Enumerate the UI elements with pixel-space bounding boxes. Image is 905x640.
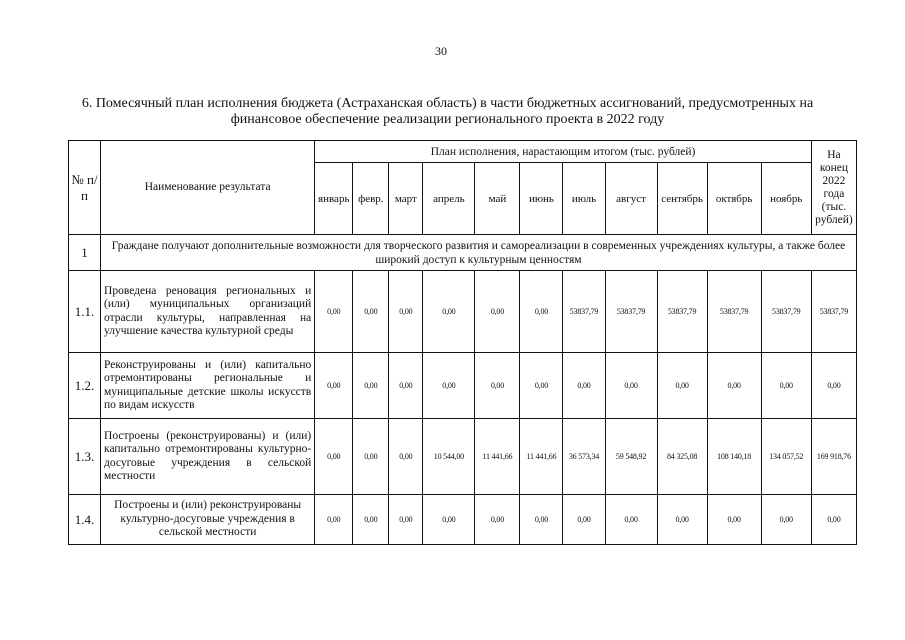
month-value: 0,00 bbox=[315, 353, 353, 419]
month-value: 0,00 bbox=[353, 419, 389, 495]
header-month: ноябрь bbox=[761, 163, 811, 235]
month-value: 0,00 bbox=[707, 495, 761, 545]
month-value: 0,00 bbox=[423, 353, 475, 419]
row-name: Проведена реновация региональных и (или) муниципальных организаций отрасли культуры, направленная на улучшение качества культурной среды bbox=[101, 271, 315, 353]
row-name: Реконструированы и (или) капитально отремонтированы региональные и муниципальные детские школы искусств по видам искусств bbox=[101, 353, 315, 419]
header-month: октябрь bbox=[707, 163, 761, 235]
month-value: 84 325,08 bbox=[657, 419, 707, 495]
month-value: 0,00 bbox=[520, 271, 563, 353]
month-value: 11 441,66 bbox=[520, 419, 563, 495]
month-value: 0,00 bbox=[563, 495, 605, 545]
month-value: 0,00 bbox=[520, 495, 563, 545]
table-row bbox=[69, 419, 857, 495]
month-value: 134 057,52 bbox=[761, 419, 811, 495]
end-of-year-value: 169 918,76 bbox=[811, 419, 856, 495]
header-month: август bbox=[605, 163, 657, 235]
header-name: Наименование результата bbox=[101, 141, 315, 235]
month-value: 53837,79 bbox=[761, 271, 811, 353]
month-value: 0,00 bbox=[389, 271, 423, 353]
row-num: 1.1. bbox=[69, 271, 101, 353]
month-value: 0,00 bbox=[353, 495, 389, 545]
section-heading: 6. Помесячный план исполнения бюджета (Астраханская область) в части бюджетных ассигнований, предусмотренных на финансовое обеспечение реализации регионального проекта в 2022 году bbox=[81, 96, 814, 127]
month-value: 0,00 bbox=[657, 495, 707, 545]
budget-table bbox=[68, 140, 857, 545]
header-plan: План исполнения, нарастающим итогом (тыс. рублей) bbox=[315, 141, 812, 163]
header-month: февр. bbox=[353, 163, 389, 235]
month-value: 0,00 bbox=[475, 495, 520, 545]
page-number: 30 bbox=[435, 44, 447, 58]
row-num: 1.4. bbox=[69, 495, 101, 545]
month-value: 0,00 bbox=[761, 353, 811, 419]
month-value: 0,00 bbox=[353, 271, 389, 353]
month-value: 0,00 bbox=[389, 495, 423, 545]
month-value: 36 573,34 bbox=[563, 419, 605, 495]
table-row bbox=[69, 353, 857, 419]
month-value: 0,00 bbox=[475, 353, 520, 419]
group-title: Граждане получают дополнительные возможности для творческого развития и самореализации в современных учреждениях культуры, а также более широкий доступ к культурным ценностям bbox=[101, 235, 857, 271]
month-value: 0,00 bbox=[761, 495, 811, 545]
month-value: 0,00 bbox=[389, 419, 423, 495]
row-name: Построены (реконструированы) и (или) капитально отремонтированы культурно-досуговые учреждения в сельской местности bbox=[101, 419, 315, 495]
month-value: 0,00 bbox=[315, 271, 353, 353]
header-month: январь bbox=[315, 163, 353, 235]
month-value: 0,00 bbox=[605, 495, 657, 545]
month-value: 53837,79 bbox=[605, 271, 657, 353]
header-end-of-year: На конец 2022 года (тыс. рублей) bbox=[811, 141, 856, 235]
month-value: 0,00 bbox=[707, 353, 761, 419]
header-month: апрель bbox=[423, 163, 475, 235]
month-value: 0,00 bbox=[520, 353, 563, 419]
header-month: сентябрь bbox=[657, 163, 707, 235]
month-value: 0,00 bbox=[315, 495, 353, 545]
month-value: 0,00 bbox=[423, 271, 475, 353]
header-month: июнь bbox=[520, 163, 563, 235]
month-value: 0,00 bbox=[563, 353, 605, 419]
month-value: 108 140,18 bbox=[707, 419, 761, 495]
end-of-year-value: 0,00 bbox=[811, 353, 856, 419]
month-value: 59 548,92 bbox=[605, 419, 657, 495]
month-value: 0,00 bbox=[389, 353, 423, 419]
header-month: май bbox=[475, 163, 520, 235]
month-value: 53837,79 bbox=[657, 271, 707, 353]
month-value: 0,00 bbox=[605, 353, 657, 419]
month-value: 0,00 bbox=[353, 353, 389, 419]
month-value: 0,00 bbox=[315, 419, 353, 495]
group-num: 1 bbox=[69, 235, 101, 271]
month-value: 0,00 bbox=[657, 353, 707, 419]
header-month: июль bbox=[563, 163, 605, 235]
month-value: 0,00 bbox=[423, 495, 475, 545]
row-num: 1.2. bbox=[69, 353, 101, 419]
table-row bbox=[69, 271, 857, 353]
month-value: 0,00 bbox=[475, 271, 520, 353]
month-value: 53837,79 bbox=[563, 271, 605, 353]
month-value: 53837,79 bbox=[707, 271, 761, 353]
month-value: 10 544,00 bbox=[423, 419, 475, 495]
row-name: Построены и (или) реконструированы культурно-досуговые учреждения в сельской местности bbox=[101, 495, 315, 545]
table-row bbox=[69, 495, 857, 545]
end-of-year-value: 53837,79 bbox=[811, 271, 856, 353]
end-of-year-value: 0,00 bbox=[811, 495, 856, 545]
month-value: 11 441,66 bbox=[475, 419, 520, 495]
row-num: 1.3. bbox=[69, 419, 101, 495]
header-num: № п/п bbox=[69, 141, 101, 235]
header-month: март bbox=[389, 163, 423, 235]
